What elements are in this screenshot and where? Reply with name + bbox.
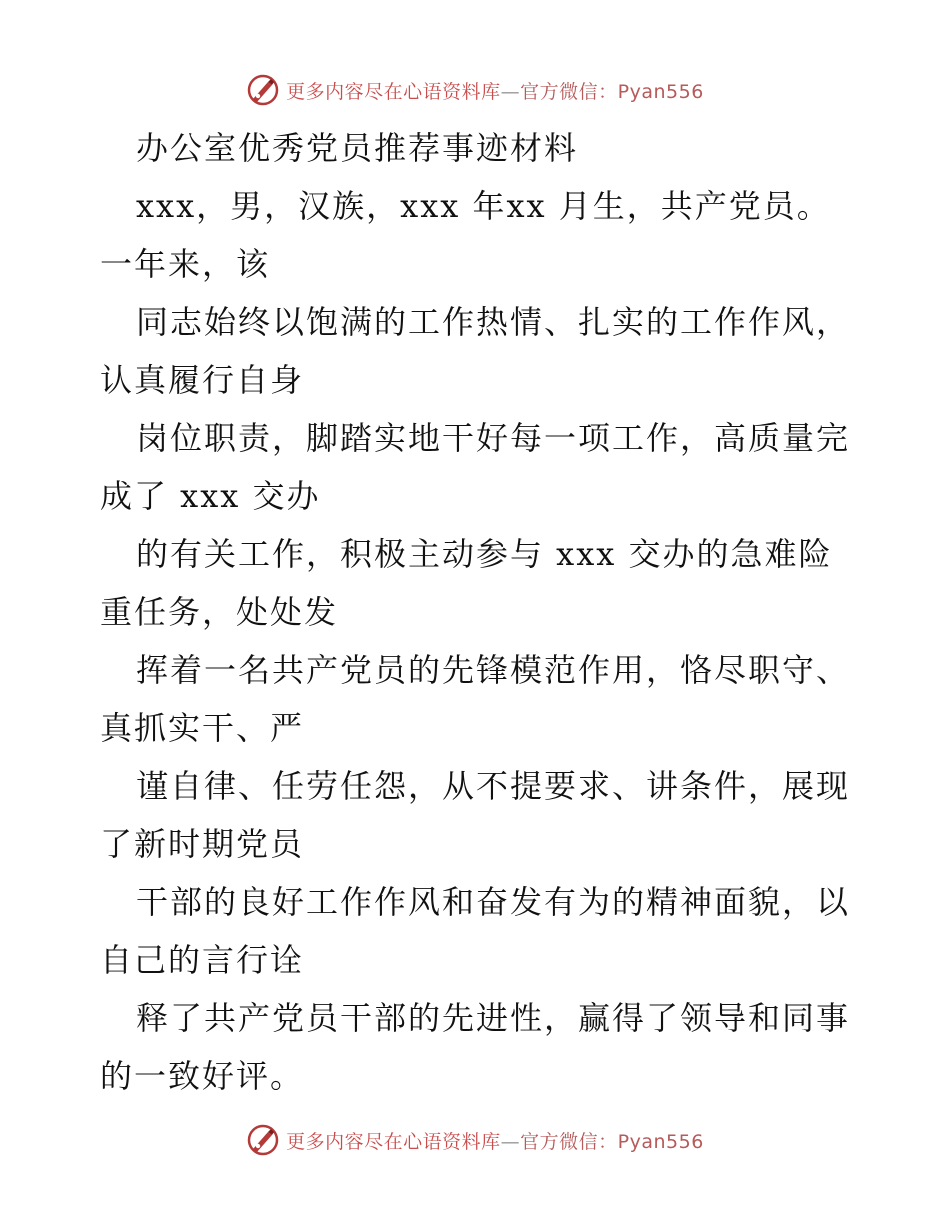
header-watermark xyxy=(0,70,950,110)
paragraph-line: 岗位职责，脚踏实地干好每一项工作，高质量完 xyxy=(136,419,851,457)
paragraph-line: 的一致好评。 xyxy=(100,1057,305,1095)
footer-watermark xyxy=(0,1120,950,1160)
paragraph-line: 重任务，处处发 xyxy=(100,593,339,631)
paragraph-line: 同志始终以饱满的工作热情、扎实的工作作风， xyxy=(136,303,851,341)
document-title: 办公室优秀党员推荐事迹材料 xyxy=(136,129,579,167)
paragraph-line: 释了共产党员干部的先进性，赢得了领导和同事 xyxy=(136,999,851,1037)
paragraph-line: 谨自律、任劳任怨，从不提要求、讲条件，展现 xyxy=(136,767,851,805)
paragraph-line: 了新时期党员 xyxy=(100,825,305,863)
paragraph-line: 成了 xxx 交办 xyxy=(100,477,321,515)
watermark-text: 更多内容尽在心语资料库—官方微信：Pyan556 xyxy=(286,1130,704,1153)
paragraph-line: xxx，男，汉族，xxx 年xx 月生，共产党员。 xyxy=(136,187,831,225)
paragraph-line: 的有关工作，积极主动参与 xxx 交办的急难险 xyxy=(136,535,833,573)
paragraph-line: 真抓实干、严 xyxy=(100,709,305,747)
paragraph-line: 挥着一名共产党员的先锋模范作用，恪尽职守、 xyxy=(136,651,851,689)
paragraph-line: 自己的言行诠 xyxy=(100,941,305,979)
watermark-text: 更多内容尽在心语资料库—官方微信：Pyan556 xyxy=(286,80,704,103)
pen-logo-icon xyxy=(246,73,280,107)
paragraph-line: 干部的良好工作作风和奋发有为的精神面貌，以 xyxy=(136,883,851,921)
pen-logo-icon xyxy=(246,1123,280,1157)
paragraph-line: 一年来，该 xyxy=(100,245,271,283)
paragraph-line: 认真履行自身 xyxy=(100,361,305,399)
